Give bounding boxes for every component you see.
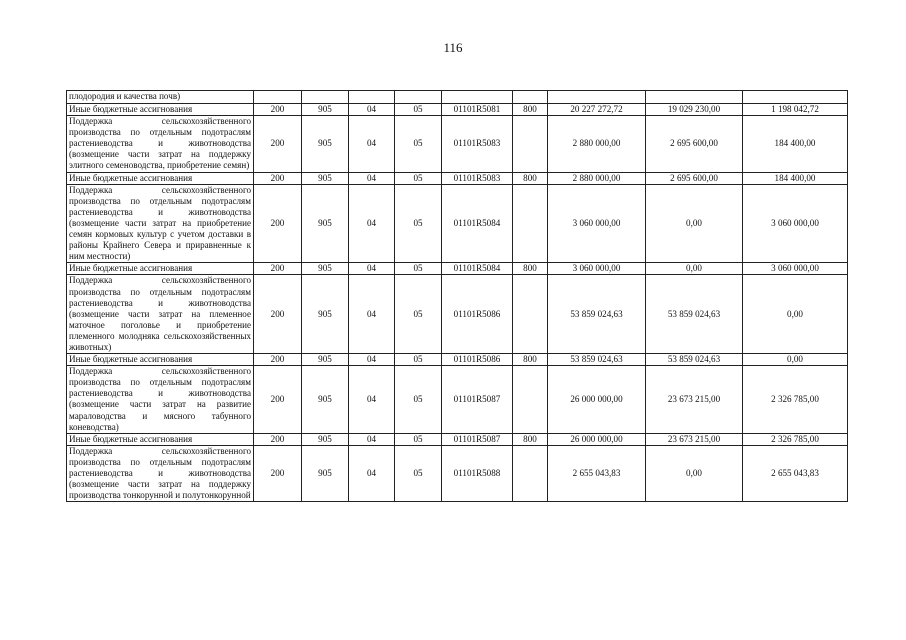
cell-code: 01101R5087: [442, 366, 513, 434]
cell-c4: 05: [395, 172, 442, 184]
cell-c4: 05: [395, 366, 442, 434]
cell-c3: 04: [349, 366, 395, 434]
cell-amount-1: 2 655 043,83: [548, 445, 646, 501]
cell-code: 01101R5086: [442, 275, 513, 354]
cell-c1: 200: [254, 445, 302, 501]
cell-amount-3: 3 060 000,00: [743, 263, 848, 275]
cell-amount-1: 26 000 000,00: [548, 366, 646, 434]
cell-c3: 04: [349, 433, 395, 445]
row-name: Иные бюджетные ассигнования: [67, 172, 254, 184]
table-row: [67, 172, 848, 184]
cell-code: 01101R5083: [442, 116, 513, 172]
table-row: [67, 104, 848, 116]
row-name: плодородия и качества почв): [67, 91, 254, 104]
cell-amount-3: 3 060 000,00: [743, 184, 848, 263]
cell-c4: 05: [395, 275, 442, 354]
cell-vr: [513, 116, 548, 172]
table-row: [67, 263, 848, 275]
row-name: Поддержка сельскохозяйственного производства по отдельным подотраслям растениеводства и животноводства (возмещение части затрат на поддержку производства тонкорунной и полутонкорунной: [67, 445, 254, 501]
cell-amount-3: 2 326 785,00: [743, 433, 848, 445]
cell-vr: 800: [513, 104, 548, 116]
cell-c2: 905: [302, 275, 349, 354]
cell-c2: 905: [302, 184, 349, 263]
cell-vr: [513, 184, 548, 263]
cell-c3: 04: [349, 116, 395, 172]
cell-code: 01101R5084: [442, 263, 513, 275]
cell-c4: 05: [395, 445, 442, 501]
cell-c2: 905: [302, 433, 349, 445]
cell-amount-3: 184 400,00: [743, 172, 848, 184]
cell-amount-2: 53 859 024,63: [646, 354, 743, 366]
table-row: [67, 275, 848, 354]
cell-c4: 05: [395, 184, 442, 263]
cell-amount-1: 20 227 272,72: [548, 104, 646, 116]
table-row: [67, 433, 848, 445]
row-name: Поддержка сельскохозяйственного производства по отдельным подотраслям растениеводства и животноводства (возмещение части затрат на приобретение семян кормовых культур с учетом доставки в районы Крайнего Севера и приравненные к ним местности): [67, 184, 254, 263]
cell-amount-1: 3 060 000,00: [548, 263, 646, 275]
cell-c1: 200: [254, 354, 302, 366]
cell-amount-2: 2 695 600,00: [646, 116, 743, 172]
cell-code: 01101R5088: [442, 445, 513, 501]
row-name: Иные бюджетные ассигнования: [67, 433, 254, 445]
cell-amount-3: 1 198 042,72: [743, 104, 848, 116]
cell-c3: 04: [349, 104, 395, 116]
cell-c3: 04: [349, 184, 395, 263]
cell-amount-1: 53 859 024,63: [548, 354, 646, 366]
cell-c1: 200: [254, 366, 302, 434]
cell-c1: 200: [254, 184, 302, 263]
page-number: 116: [443, 40, 463, 55]
cell-amount-2: 53 859 024,63: [646, 275, 743, 354]
cell-c2: 905: [302, 116, 349, 172]
cell-c1: 200: [254, 172, 302, 184]
cell-c4: 05: [395, 116, 442, 172]
cell-c3: 04: [349, 263, 395, 275]
cell-c4: 05: [395, 104, 442, 116]
cell-amount-1: 53 859 024,63: [548, 275, 646, 354]
cell-vr: 800: [513, 172, 548, 184]
cell-vr: 800: [513, 263, 548, 275]
cell-vr: [513, 445, 548, 501]
cell-amount-3: 2 326 785,00: [743, 366, 848, 434]
cell-c1: 200: [254, 433, 302, 445]
cell-amount-3: 0,00: [743, 354, 848, 366]
cell-c3: 04: [349, 445, 395, 501]
cell-code: 01101R5083: [442, 172, 513, 184]
cell-amount-2: 19 029 230,00: [646, 104, 743, 116]
cell-c1: 200: [254, 116, 302, 172]
cell-code: 01101R5087: [442, 433, 513, 445]
cell-amount-1: 2 880 000,00: [548, 172, 646, 184]
cell-amount-2: 0,00: [646, 263, 743, 275]
cell-vr: 800: [513, 354, 548, 366]
cell-c1: 200: [254, 263, 302, 275]
table-row-continuation: [67, 91, 848, 104]
cell-c1: 200: [254, 104, 302, 116]
cell-c2: 905: [302, 354, 349, 366]
cell-amount-1: 3 060 000,00: [548, 184, 646, 263]
cell-c2: 905: [302, 445, 349, 501]
cell-c4: 05: [395, 433, 442, 445]
cell-code: 01101R5081: [442, 104, 513, 116]
cell-c2: 905: [302, 366, 349, 434]
cell-c2: 905: [302, 263, 349, 275]
table-row: [67, 184, 848, 263]
row-name: Иные бюджетные ассигнования: [67, 263, 254, 275]
cell-c3: 04: [349, 275, 395, 354]
cell-amount-1: 2 880 000,00: [548, 116, 646, 172]
row-name: Поддержка сельскохозяйственного производства по отдельным подотраслям растениеводства и животноводства (возмещение части затрат на поддержку элитного семеноводства, приобретение семян): [67, 116, 254, 172]
cell-amount-3: 0,00: [743, 275, 848, 354]
cell-amount-3: 184 400,00: [743, 116, 848, 172]
cell-amount-1: 26 000 000,00: [548, 433, 646, 445]
cell-c1: 200: [254, 275, 302, 354]
table-row: [67, 116, 848, 172]
cell-c4: 05: [395, 263, 442, 275]
table-row: [67, 366, 848, 434]
cell-code: 01101R5086: [442, 354, 513, 366]
cell-code: 01101R5084: [442, 184, 513, 263]
cell-amount-2: 0,00: [646, 184, 743, 263]
cell-vr: 800: [513, 433, 548, 445]
cell-c4: 05: [395, 354, 442, 366]
row-name: Иные бюджетные ассигнования: [67, 104, 254, 116]
table-row: [67, 354, 848, 366]
row-name: Иные бюджетные ассигнования: [67, 354, 254, 366]
cell-amount-2: 23 673 215,00: [646, 366, 743, 434]
row-name: Поддержка сельскохозяйственного производства по отдельным подотраслям растениеводства и животноводства (возмещение части затрат на развитие мараловодства и мясного табунного коневодства): [67, 366, 254, 434]
cell-c2: 905: [302, 172, 349, 184]
table-row: [67, 445, 848, 501]
cell-amount-2: 0,00: [646, 445, 743, 501]
cell-vr: [513, 366, 548, 434]
cell-amount-2: 23 673 215,00: [646, 433, 743, 445]
cell-vr: [513, 275, 548, 354]
cell-c3: 04: [349, 354, 395, 366]
cell-c3: 04: [349, 172, 395, 184]
cell-amount-3: 2 655 043,83: [743, 445, 848, 501]
cell-c2: 905: [302, 104, 349, 116]
cell-amount-2: 2 695 600,00: [646, 172, 743, 184]
budget-table: [66, 90, 848, 502]
row-name: Поддержка сельскохозяйственного производства по отдельным подотраслям растениеводства и животноводства (возмещение части затрат на племенное маточное поголовье и приобретение племенного молодняка сельскохозяйственных животных): [67, 275, 254, 354]
